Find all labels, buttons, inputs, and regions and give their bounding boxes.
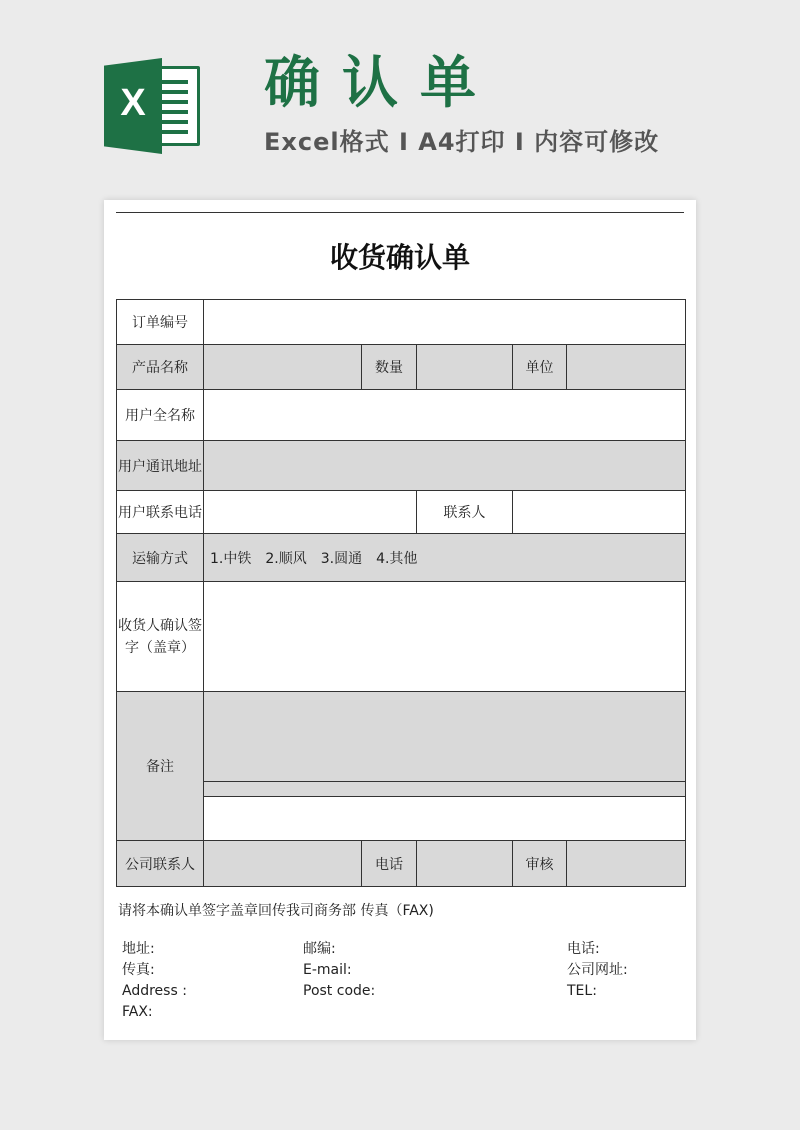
company-contact-label: 公司联系人 bbox=[117, 841, 204, 887]
review-field[interactable] bbox=[567, 841, 686, 887]
row-remarks-1 bbox=[117, 692, 686, 782]
address-label: 地址: bbox=[122, 941, 155, 957]
row-customer-phone bbox=[117, 491, 686, 534]
row-customer-address bbox=[117, 441, 686, 491]
banner-title: 确认单 bbox=[264, 51, 498, 116]
document-page bbox=[104, 200, 696, 1040]
row-shipping bbox=[117, 534, 686, 582]
receipt-form-table bbox=[116, 299, 686, 887]
tel-en-label: TEL: bbox=[567, 983, 597, 999]
product-name-label: 产品名称 bbox=[117, 345, 204, 390]
customer-address-label: 用户通讯地址 bbox=[117, 441, 204, 491]
postcode-cn-label: 邮编: bbox=[303, 941, 336, 957]
header-banner bbox=[0, 0, 800, 190]
email-label: E-mail: bbox=[303, 962, 352, 978]
customer-full-name-field[interactable] bbox=[204, 390, 686, 441]
contacts-col-1 bbox=[122, 939, 187, 1023]
quantity-field[interactable] bbox=[417, 345, 513, 390]
customer-phone-field[interactable] bbox=[204, 491, 417, 534]
phone-cn-label: 电话: bbox=[567, 941, 600, 957]
top-rule bbox=[116, 212, 684, 213]
fax-en-label: FAX: bbox=[122, 1004, 153, 1020]
excel-icon bbox=[104, 58, 204, 154]
row-customer-name bbox=[117, 390, 686, 441]
shipping-method-label: 运输方式 bbox=[117, 534, 204, 582]
customer-address-field[interactable] bbox=[204, 441, 686, 491]
website-label: 公司网址: bbox=[567, 962, 628, 978]
document-title: 收货确认单 bbox=[329, 241, 470, 274]
unit-field[interactable] bbox=[567, 345, 686, 390]
signature-label-line2: 字（盖章） bbox=[125, 639, 195, 656]
fax-cn-label: 传真: bbox=[122, 962, 155, 978]
row-order-no bbox=[117, 300, 686, 345]
remarks-field-1[interactable] bbox=[204, 692, 686, 782]
signature-field[interactable] bbox=[204, 582, 686, 692]
company-phone-label: 电话 bbox=[362, 841, 417, 887]
order-no-field[interactable] bbox=[204, 300, 686, 345]
remarks-field-2[interactable] bbox=[204, 782, 686, 797]
contact-person-field[interactable] bbox=[513, 491, 686, 534]
customer-full-name-label: 用户全名称 bbox=[117, 390, 204, 441]
customer-phone-label: 用户联系电话 bbox=[117, 491, 204, 534]
row-signature bbox=[117, 582, 686, 692]
signature-label bbox=[117, 582, 204, 692]
excel-letter: X bbox=[120, 82, 146, 124]
row-product bbox=[117, 345, 686, 390]
company-phone-field[interactable] bbox=[417, 841, 513, 887]
order-no-label: 订单编号 bbox=[117, 300, 204, 345]
contact-person-label: 联系人 bbox=[417, 491, 513, 534]
product-name-field[interactable] bbox=[204, 345, 362, 390]
contacts-col-3 bbox=[567, 939, 628, 1002]
postcode-en-label: Post code: bbox=[303, 983, 376, 999]
address-en-label: Address : bbox=[122, 983, 187, 999]
shipping-options[interactable]: 1.中铁 2.顺风 3.圆通 4.其他 bbox=[204, 534, 686, 582]
remarks-field-3[interactable] bbox=[204, 797, 686, 841]
contacts-col-2 bbox=[303, 939, 375, 1002]
banner-subtitle: Excel格式 I A4打印 I 内容可修改 bbox=[264, 128, 660, 156]
remarks-label: 备注 bbox=[117, 692, 204, 841]
fax-back-note: 请将本确认单签字盖章回传我司商务部 传真（FAX) bbox=[118, 903, 434, 919]
company-contact-field[interactable] bbox=[204, 841, 362, 887]
signature-label-line1: 收货人确认签 bbox=[118, 617, 202, 634]
quantity-label: 数量 bbox=[362, 345, 417, 390]
row-company-contact bbox=[117, 841, 686, 887]
unit-label: 单位 bbox=[513, 345, 567, 390]
review-label: 审核 bbox=[513, 841, 567, 887]
